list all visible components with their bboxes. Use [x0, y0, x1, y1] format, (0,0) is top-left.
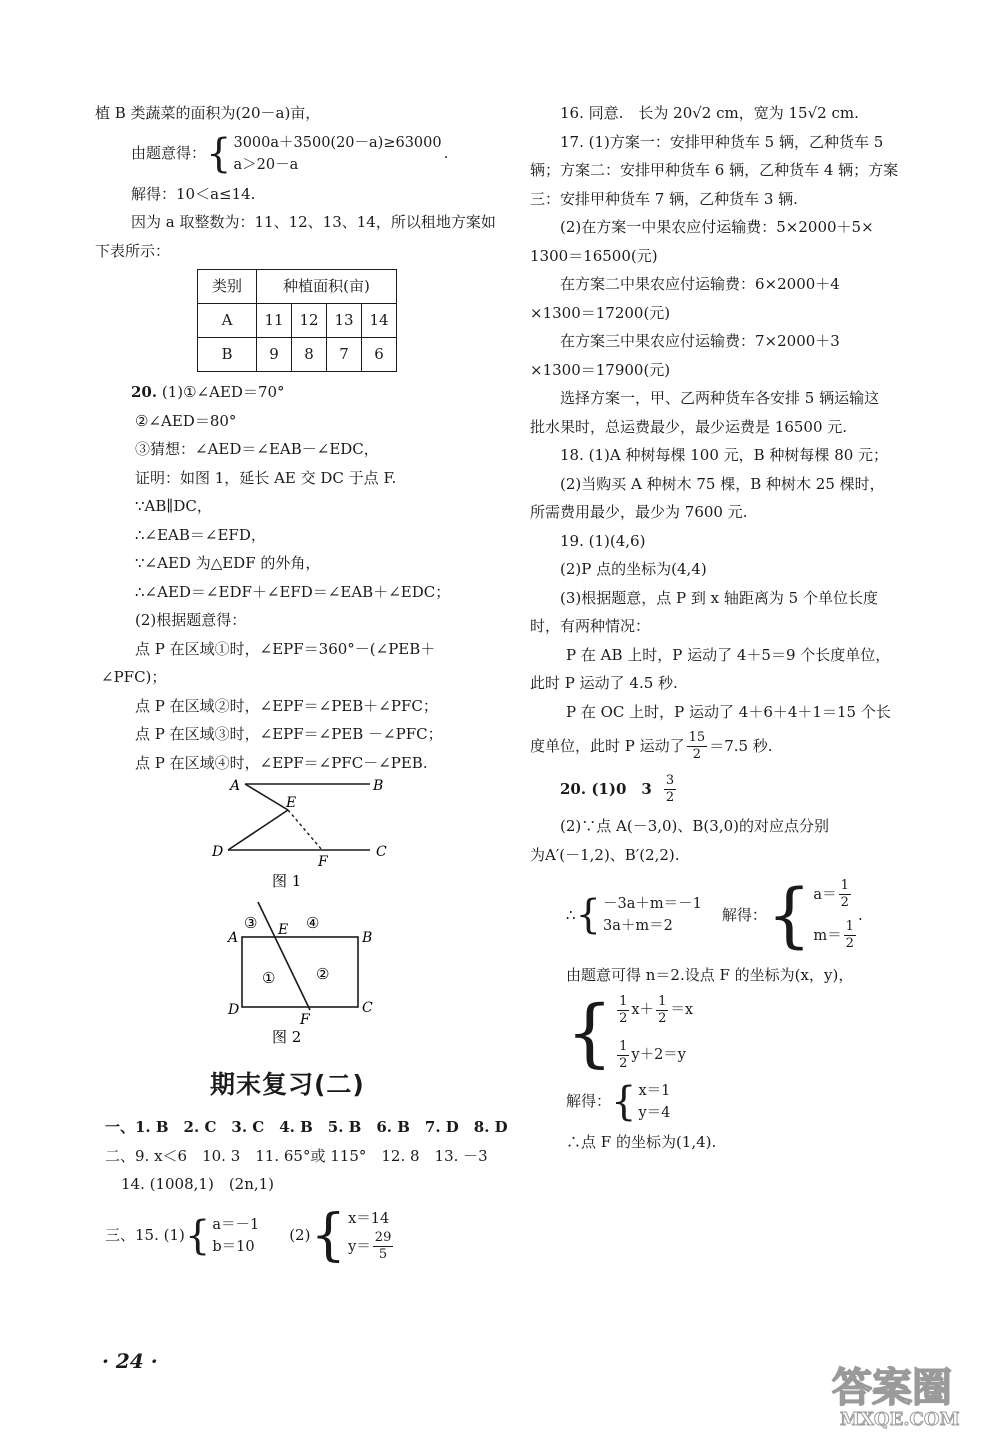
text-line: ∴∠EAB＝∠EFD，	[135, 525, 266, 544]
equation-system: 解得： { x＝1 y＝4	[566, 1078, 671, 1125]
fraction: $\frac{1}{2}$	[840, 878, 849, 910]
text-line: ∠PFC)；	[101, 668, 167, 686]
text-line: (2)当购买 A 种树木 75 棵，B 种树木 25 棵时，	[560, 474, 885, 493]
point-label: F	[300, 1012, 310, 1028]
text-line: ∴∠AED＝∠EDF＋∠EFD＝∠EAB＋∠EDC；	[135, 582, 451, 601]
region-label: ①	[262, 969, 276, 987]
text-line: 20. (1)0 3 $\frac{3}{2}$	[560, 772, 675, 805]
table-cell: 6	[362, 338, 397, 372]
table-cell: B	[198, 338, 257, 372]
region-label: ④	[306, 914, 320, 932]
text-line: 18. (1)A 种树每棵 100 元，B 种树每棵 80 元；	[560, 446, 889, 464]
figure-caption: 图 2	[272, 1028, 302, 1046]
text-line: ②∠AED＝80°	[135, 411, 237, 430]
section-title: 期末复习(二)	[210, 1070, 365, 1099]
text-line: P 在 OC 上时，P 运动了 4＋6＋4＋1＝15 个长	[566, 702, 891, 721]
text-line: 此时 P 运动了 4.5 秒.	[530, 674, 678, 692]
table-cell: 13	[327, 304, 362, 338]
text-line: 在方案二中果农应付运输费：6×2000＋4	[560, 275, 840, 293]
equation-system: 由题意得： { 3000a＋3500(20－a)≥63000 a＞20－a .	[131, 130, 449, 177]
answer-line: 一、1. B 2. C 3. C 4. B 5. B 6. B 7. D 8. D	[105, 1118, 508, 1136]
point-label: A	[228, 930, 239, 946]
text-line: 三：安排甲种货车 7 辆，乙种货车 3 辆.	[530, 189, 798, 208]
fraction: $\frac{3}{2}$	[665, 772, 675, 805]
table-cell: 8	[292, 338, 327, 372]
table-row	[198, 304, 397, 338]
point-label: C	[362, 1000, 373, 1016]
equation-system: ∴ { －3a＋m＝－1 3a＋m＝2 解得： { a＝ $\frac{1}{2}$ m＝ $\frac{1}{2}$ .	[566, 874, 863, 956]
region-label: ③	[244, 914, 258, 932]
table-row	[198, 270, 397, 304]
text-line: ∵∠AED 为△EDF 的外角，	[135, 554, 321, 572]
fraction: $\frac{1}{2}$	[845, 919, 854, 951]
equation-system: { $\frac{1}{2}$ x＋ $\frac{1}{2}$ ＝x $\frac{1}{2}$ y＋2＝y	[566, 989, 694, 1076]
figure-1	[200, 772, 410, 892]
text-line: 点 P 在区域①时，∠EPF＝360°－(∠PEB＋	[135, 639, 436, 658]
table-header-cell: 种植面积(亩)	[257, 270, 397, 304]
point-label: B	[373, 778, 384, 794]
fraction: $\frac{15}{2}$	[688, 729, 706, 762]
text-line: 因为 a 取整数为：11、12、13、14，所以租地方案如	[131, 213, 496, 231]
point-label: B	[362, 930, 373, 946]
svg-text:答案圈: 答案圈	[832, 1364, 952, 1411]
figure-2	[220, 900, 390, 1050]
table-cell: 12	[292, 304, 327, 338]
text-line: (2)∵点 A(－3,0)、B(3,0)的对应点分别	[560, 817, 829, 835]
question-20: 20. (1)①∠AED＝70°	[131, 383, 285, 401]
table-header-cell: 类别	[198, 270, 257, 304]
table-cell: 11	[257, 304, 292, 338]
text-line: 证明：如图 1，延长 AE 交 DC 于点 F.	[135, 468, 397, 487]
text-line: 19. (1)(4,6)	[560, 531, 646, 550]
answer-line: 三、15. (1) { a＝－1 b＝10 (2) { x＝14 y＝ $\frac{29}{5}$	[105, 1202, 392, 1268]
text-line: 解得：10＜a≤14.	[131, 184, 256, 203]
point-label: E	[278, 922, 289, 938]
page-number: · 24 ·	[102, 1349, 158, 1373]
point-label: F	[318, 854, 328, 870]
answer-block	[95, 1113, 508, 1268]
text-line: 度单位，此时 P 运动了 $\frac{15}{2}$ ＝7.5 秒.	[530, 729, 773, 762]
text-line: 所需费用最少，最少为 7600 元.	[530, 503, 748, 521]
text-line: 16. 同意. 长为 20√2 cm，宽为 15√2 cm.	[560, 104, 859, 122]
text-line: 辆；方案二：安排甲种货车 6 辆，乙种货车 4 辆；方案	[530, 161, 899, 179]
text-line: 在方案三中果农应付运输费：7×2000＋3	[560, 332, 840, 350]
right-column	[530, 99, 930, 1156]
fraction: $\frac{29}{5}$	[374, 1230, 392, 1262]
text-line: 17. (1)方案一：安排甲种货车 5 辆，乙种货车 5	[560, 132, 884, 151]
fraction: $\frac{1}{2}$	[619, 993, 628, 1026]
point-label: E	[286, 795, 297, 811]
text-line: 批水果时，总运费最少，最少运费是 16500 元.	[530, 417, 848, 436]
text-line: 点 P 在区域④时，∠EPF＝∠PFC－∠PEB.	[135, 753, 428, 772]
watermark-icon	[828, 1355, 978, 1430]
table-cell: 7	[327, 338, 362, 372]
text-line: ∵AB∥DC，	[135, 497, 212, 515]
left-column	[95, 99, 500, 777]
plan-table	[197, 269, 397, 372]
text-line: ×1300＝17900(元)	[530, 360, 671, 379]
text-line: 由题意可得 n＝2.设点 F 的坐标为(x，y)，	[566, 966, 854, 984]
svg-text:MXQE.COM: MXQE.COM	[840, 1409, 960, 1430]
watermark-logo	[828, 1355, 978, 1430]
text-line: 下表所示：	[95, 241, 171, 260]
answer-line: 14. (1008,1) (2n,1)	[121, 1175, 275, 1193]
text-line: 时，有两种情况：	[530, 617, 651, 635]
text-line: (2)在方案一中果农应付运输费：5×2000＋5×	[560, 218, 874, 236]
text-line: (2)P 点的坐标为(4,4)	[560, 560, 707, 578]
fraction: $\frac{1}{2}$	[619, 1038, 628, 1071]
text-line: 选择方案一，甲、乙两种货车各安排 5 辆运输这	[560, 389, 880, 407]
text-line: P 在 AB 上时，P 运动了 4＋5＝9 个长度单位，	[566, 645, 891, 664]
text-line: (2)根据题意得：	[135, 611, 247, 629]
text-line: 点 P 在区域②时，∠EPF＝∠PEB＋∠PFC；	[135, 696, 438, 715]
point-label: C	[376, 844, 387, 860]
table-cell: 9	[257, 338, 292, 372]
text-line: ∴点 F 的坐标为(1,4).	[566, 1132, 717, 1151]
fraction: $\frac{1}{2}$	[658, 993, 667, 1026]
figure-caption: 图 1	[272, 872, 302, 890]
point-label: A	[230, 778, 241, 794]
text-line: 为A′(－1,2)、B′(2,2).	[530, 845, 680, 864]
table-cell: A	[198, 304, 257, 338]
point-label: D	[212, 844, 224, 860]
answer-line: 二、9. x＜6 10. 3 11. 65°或 115° 12. 8 13. －3	[105, 1146, 488, 1165]
text-line: 点 P 在区域③时，∠EPF＝∠PEB －∠PFC；	[135, 725, 443, 743]
text-line: ×1300＝17200(元)	[530, 303, 671, 322]
text-line: 植 B 类蔬菜的面积为(20－a)亩，	[95, 104, 321, 122]
table-row	[198, 338, 397, 372]
region-label: ②	[316, 965, 330, 983]
table-cell: 14	[362, 304, 397, 338]
text-line: 1300＝16500(元)	[530, 246, 658, 265]
text-line: ③猜想：∠AED＝∠EAB－∠EDC，	[135, 440, 379, 458]
text-line: (3)根据题意，点 P 到 x 轴距离为 5 个单位长度	[560, 588, 878, 607]
point-label: D	[228, 1002, 240, 1018]
